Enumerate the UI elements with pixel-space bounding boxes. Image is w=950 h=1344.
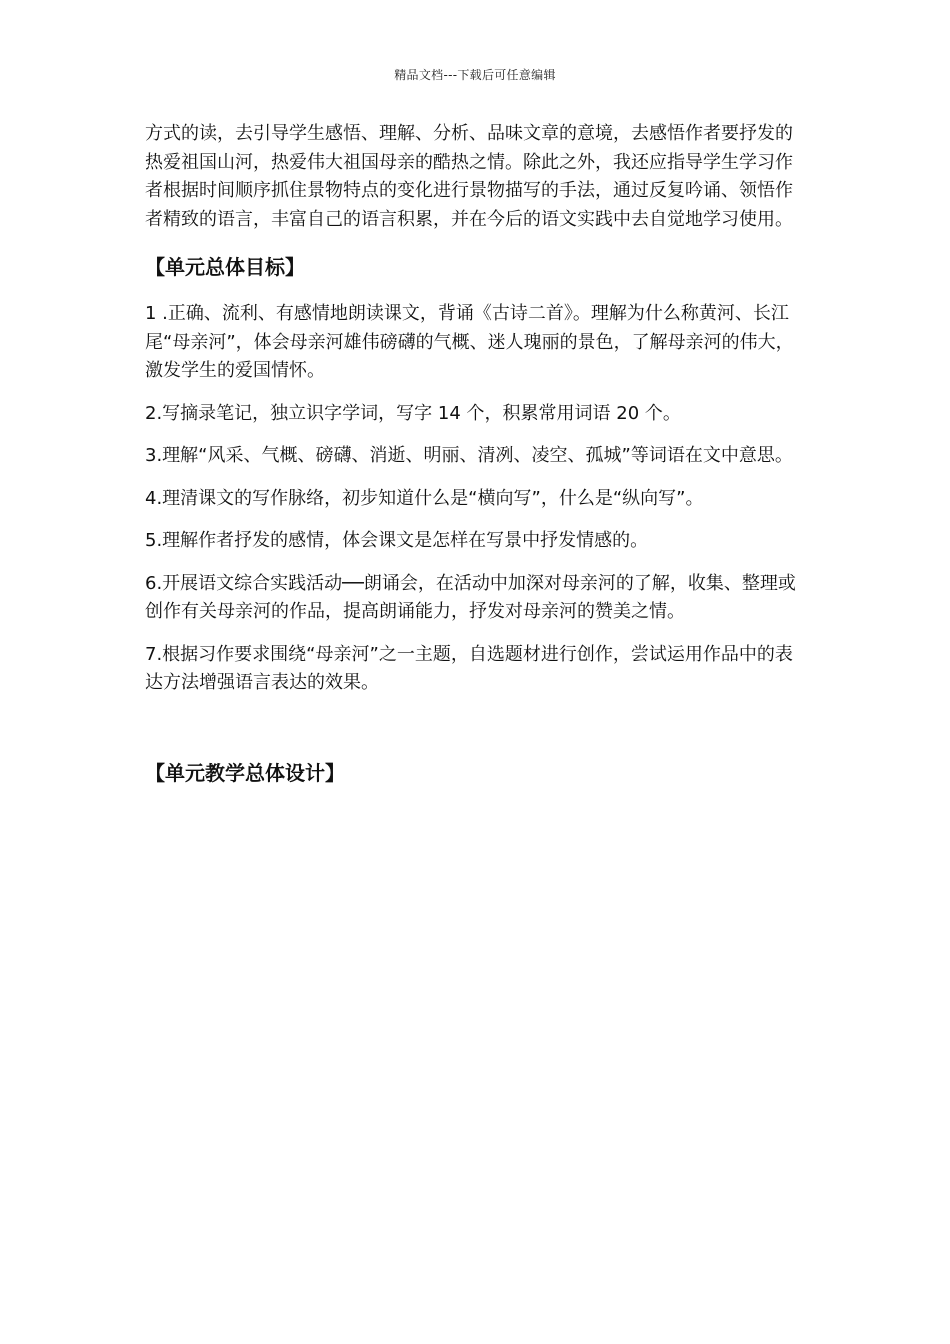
goal-item: 2.写摘录笔记，独立识字学词，写字 14 个，积累常用词语 20 个。 <box>145 402 681 424</box>
goal-item: 3.理解“风采、气概、磅礴、消逝、明丽、清冽、凌空、孤城”等词语在文中意思。 <box>145 445 793 466</box>
goal-item: 7.根据习作要求围绕“母亲河”之一主题，自选题材进行创作，尝试运用作品中的表达方法增强语言表达的效果。 <box>145 643 793 693</box>
intro-paragraph: 方式的读，去引导学生感悟、理解、分析、品味文章的意境，去感悟作者要抒发的热爱祖国山河，热爱伟大祖国母亲的酷热之情。除此之外，我还应指导学生学习作者根据时间顺序抓住景物特点的变化进行景物描写的手法，通过反复吟诵、领悟作者精致的语言，丰富自己的语言积累，并在今后的语文实践中去自觉地学习使用。 <box>145 123 793 230</box>
document-body <box>145 120 800 788</box>
page-header: 精品文档---下载后可任意编辑 <box>394 68 556 82</box>
goal-item: 4.理清课文的写作脉络，初步知道什么是“横向写”，什么是“纵向写”。 <box>145 487 704 509</box>
goal-item: 6.开展语文综合实践活动──朗诵会，在活动中加深对母亲河的了解，收集、整理或创作有关母亲河的作品，提高朗诵能力，抒发对母亲河的赞美之情。 <box>145 572 796 622</box>
section-title-unit-goals: 【单元总体目标】 <box>145 255 305 279</box>
goal-item: 1 .正确、流利、有感情地朗读课文，背诵《古诗二首》。理解为什么称黄河、长江尾“母亲河”，体会母亲河雄伟磅礴的气概、迷人瑰丽的景色，了解母亲河的伟大，激发学生的爱国情怀。 <box>145 303 794 381</box>
goal-item: 5.理解作者抒发的感情，体会课文是怎样在写景中抒发情感的。 <box>145 530 649 551</box>
section-title-teaching-design: 【单元教学总体设计】 <box>145 760 345 785</box>
